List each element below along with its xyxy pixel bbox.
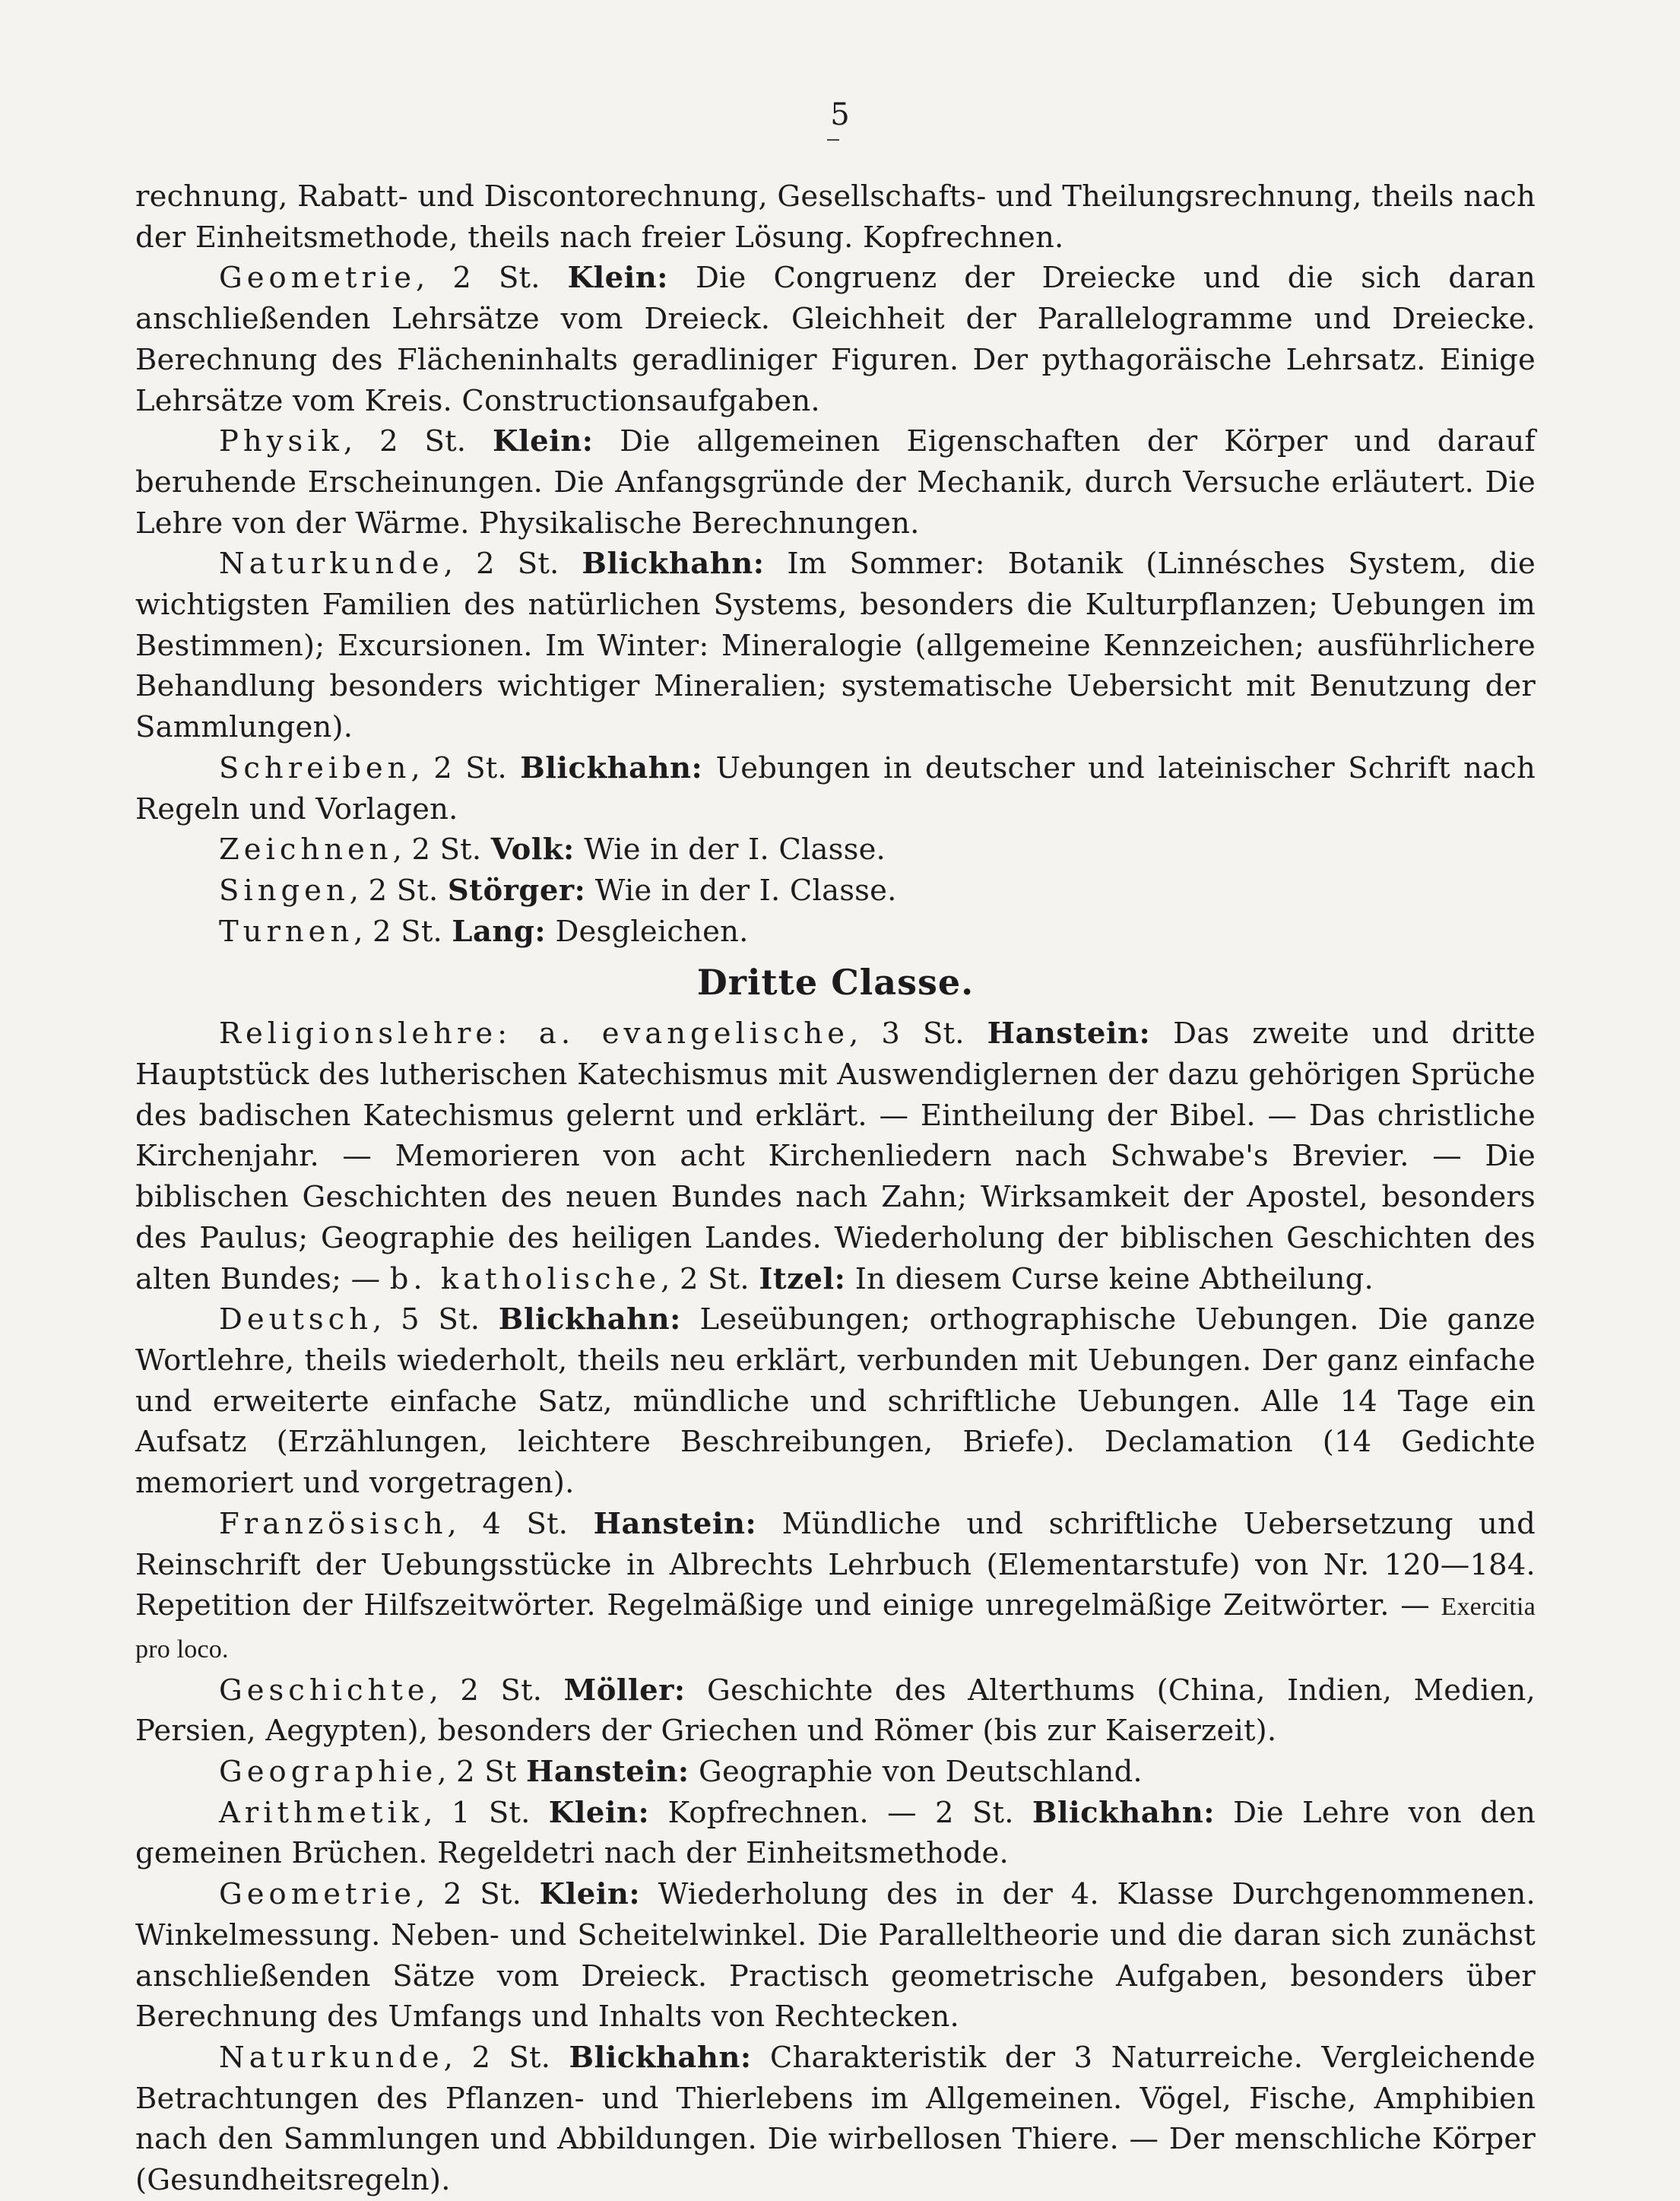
subject-name: Geometrie xyxy=(219,261,416,296)
text-run: Leseübungen; orthographische Uebungen. Die ganze Wortlehre, theils wiederholt, theils neu erklärt, verbunden mit Uebungen. Der ganz einfache und erweiterte einfache Satz, mündliche und schriftliche Uebungen. Alle 14 Tage ein Aufsatz (Erzählungen, leichtere Beschreibungen, Briefe). Declamation (14 Gedichte memoriert und vorgetragen). xyxy=(135,1302,1536,1501)
text-run: , 2 St. xyxy=(343,424,493,459)
text-run: Kopfrechnen. — 2 St. xyxy=(649,1795,1032,1830)
text-run: , 2 St. xyxy=(410,750,521,785)
teacher-name: Itzel: xyxy=(759,1261,846,1296)
text-run: , 2 St. xyxy=(415,1877,540,1912)
subject-name: Religionslehre: a. evangelische xyxy=(219,1016,850,1051)
latin-phrase: Exercitia pro loco. xyxy=(135,1593,1536,1663)
text-run: , 2 St. xyxy=(429,1673,564,1708)
text-run: Wiederholung des in der 4. Klasse Durchgenommenen. Winkelmessung. Neben- und Scheitelwinkel. Die Paralleltheorie und die daran sich zunächst anschließenden Sätze vom Dreieck. Practisch geometrische Aufgaben, besonders über Berechnung des Umfangs und Inhalts von Rechtecken. xyxy=(135,1877,1536,2034)
teacher-name: Klein: xyxy=(493,424,594,459)
subject-name: Zeichnen xyxy=(219,833,393,867)
teacher-name: Blickhahn: xyxy=(520,750,703,785)
subject-name: Arithmetik xyxy=(219,1795,424,1830)
paragraph xyxy=(135,1793,1536,1874)
paragraph xyxy=(135,1504,1536,1670)
subject-name: Physik xyxy=(219,424,344,459)
paragraph xyxy=(135,544,1536,748)
text-run: Geschichte des Alterthums (China, Indien, Medien, Persien, Aegypten), besonders der Griechen und Römer (bis zur Kaiserzeit). xyxy=(135,1673,1536,1749)
text-run: , 2 St. xyxy=(349,873,448,908)
subject-name: Geschichte xyxy=(219,1673,430,1708)
teacher-name: Hanstein: xyxy=(987,1016,1151,1051)
page-number-rule xyxy=(827,139,839,141)
text-run: Wie in der I. Classe. xyxy=(585,873,897,908)
text-run: Mündliche und schriftliche Uebersetzung und Reinschrift der Uebungsstücke in Albrechts Lehrbuch (Elementarstufe) von Nr. 120—184. Repetition der Hilfszeitwörter. Regelmäßige und einige unregelmäßige Zeitwörter. — xyxy=(135,1506,1536,1623)
text-run: , 2 St. xyxy=(353,914,452,949)
subject-name: Naturkunde xyxy=(219,547,444,582)
subject-name: Französisch xyxy=(219,1506,448,1541)
text-run: Die Congruenz der Dreiecke und die sich daran anschließenden Lehrsätze vom Dreieck. Gleichheit der Parallelogramme und Dreiecke. Berechnung des Flächeninhalts geradliniger Figuren. Der pythagoräische Lehrsatz. Einige Lehrsätze vom Kreis. Constructionsaufgaben. xyxy=(135,261,1536,418)
text-run: , 1 St. xyxy=(423,1795,549,1830)
paragraph xyxy=(135,871,1536,912)
section-heading: Dritte Classe. xyxy=(696,962,975,1004)
text-run: Im Sommer: Botanik (Linnésches System, die wichtigsten Familien des natürlichen Systems, besonders die Kulturpflanzen; Uebungen im Bestimmen); Excursionen. Im Winter: Mineralogie (allgemeine Kennzeichen; ausführlichere Behandlung besonders wichtiger Mineralien; systematische Uebersicht mit Benutzung der Sammlungen). xyxy=(135,547,1536,745)
text-run: , 2 St. xyxy=(443,547,582,582)
paragraph xyxy=(135,421,1536,544)
text-run: In diesem Curse keine Abtheilung. xyxy=(845,1261,1374,1296)
subject-name: Turnen xyxy=(219,914,354,949)
text-run: , 2 St. xyxy=(415,261,568,296)
subject-name: Geographie xyxy=(219,1755,438,1790)
text-run: Desgleichen. xyxy=(546,914,749,949)
teacher-name: Hanstein: xyxy=(525,1755,689,1790)
teacher-name: Blickhahn: xyxy=(498,1302,681,1337)
paragraph xyxy=(135,829,1536,871)
paragraph xyxy=(135,1752,1536,1793)
text-run: rechnung, Rabatt- und Discontorechnung, Gesellschafts- und Theilungsrechnung, theils nach der Einheitsmethode, theils nach freier Lösung. Kopfrechnen. xyxy=(135,179,1536,255)
teacher-name: Blickhahn: xyxy=(582,547,765,582)
text-run: Das zweite und dritte Hauptstück des lutherischen Katechismus mit Auswendiglernen der dazu gehörigen Sprüche des badischen Katechismus gelernt und erklärt. — Eintheilung der Bibel. — Das christliche Kirchenjahr. — Memorieren von acht Kirchenliedern nach Schwabe's Brevier. — Die biblischen Geschichten des neuen Bundes nach Zahn; Wirksamkeit der Apostel, besonders des Paulus; Geographie des heiligen Landes. Wiederholung der biblischen Geschichten des alten Bundes; — xyxy=(135,1016,1536,1296)
teacher-name: Lang: xyxy=(452,914,547,949)
paragraph xyxy=(135,912,1536,953)
teacher-name: Möller: xyxy=(563,1673,686,1708)
paragraph xyxy=(135,2038,1536,2201)
subject-name: b. katholische xyxy=(389,1261,661,1296)
text-run: Die Lehre von den gemeinen Brüchen. Regeldetri nach der Einheitsmethode. xyxy=(135,1795,1536,1871)
teacher-name: Klein: xyxy=(567,261,669,296)
text-run: Wie in der I. Classe. xyxy=(574,833,886,867)
paragraph xyxy=(135,1299,1536,1504)
teacher-name: Klein: xyxy=(548,1795,650,1830)
teacher-name: Hanstein: xyxy=(593,1506,757,1541)
paragraph xyxy=(135,1874,1536,2038)
text-run: Die allgemeinen Eigenschaften der Körper und darauf beruhende Erscheinungen. Die Anfangsgründe der Mechanik, durch Versuche erläutert. Die Lehre von der Wärme. Physikalische Berechnungen. xyxy=(135,424,1536,541)
teacher-name: Störger: xyxy=(447,873,586,908)
paragraph xyxy=(135,748,1536,829)
teacher-name: Volk: xyxy=(490,833,575,867)
text-run: Uebungen in deutscher und lateinischer Schrift nach Regeln und Vorlagen. xyxy=(135,750,1536,826)
teacher-name: Blickhahn: xyxy=(569,2040,752,2075)
teacher-name: Blickhahn: xyxy=(1032,1795,1215,1830)
subject-name: Naturkunde xyxy=(219,2040,444,2075)
text-run: Charakteristik der 3 Naturreiche. Vergleichende Betrachtungen des Pflanzen- und Thierlebens im Allgemeinen. Vögel, Fische, Amphibien nach den Sammlungen und Abbildungen. Die wirbellosen Thiere. — Der menschliche Körper (Gesundheitsregeln). xyxy=(135,2040,1536,2198)
subject-name: Singen xyxy=(219,873,350,908)
text-run: , 2 St. xyxy=(443,2040,569,2075)
subject-name: Geometrie xyxy=(219,1877,416,1912)
text-run: , 2 St. xyxy=(661,1261,759,1296)
paragraph xyxy=(135,258,1536,421)
text-run: , 5 St. xyxy=(372,1302,499,1337)
paragraph xyxy=(135,1670,1536,1752)
text-run: , 2 St. xyxy=(392,833,491,867)
page-number: 5 xyxy=(830,97,850,132)
text-run: , 2 St xyxy=(437,1755,526,1790)
text-run: Geographie von Deutschland. xyxy=(689,1755,1143,1790)
paragraph xyxy=(135,1013,1536,1299)
subject-name: Schreiben xyxy=(219,750,411,785)
body-text xyxy=(135,176,1536,2201)
paragraph xyxy=(135,176,1536,258)
subject-name: Deutsch xyxy=(219,1302,373,1337)
text-run: , 4 St. xyxy=(447,1506,594,1541)
text-run: , 3 St. xyxy=(849,1016,987,1051)
teacher-name: Klein: xyxy=(539,1877,641,1912)
